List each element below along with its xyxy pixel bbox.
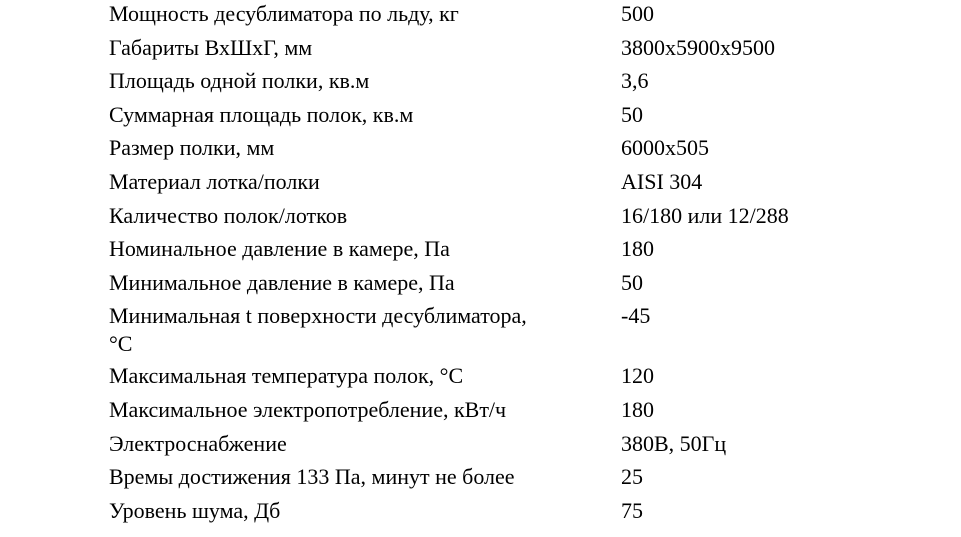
spec-row-max-shelf-temp [109,362,939,390]
spec-value: 25 [621,464,643,490]
spec-value: AISI 304 [621,168,703,194]
spec-label: Уровень шума, Дб [109,497,281,523]
spec-value: 180 [621,236,654,262]
spec-value: -45 [621,303,651,329]
spec-row-nominal-pressure [109,235,939,263]
spec-label: Электроснабжение [109,430,287,456]
spec-row-material [109,168,939,196]
spec-value: 380В, 50Гц [621,430,727,456]
spec-row-min-pressure [109,269,939,297]
spec-value: 3800х5900х9500 [621,34,775,60]
spec-table [109,0,939,530]
spec-value: 3,6 [621,68,649,94]
spec-label: Мощность десублиматора по льду, кг [109,1,459,26]
spec-label: Площадь одной полки, кв.м [109,68,370,94]
spec-label: Номинальное давление в камере, Па [109,236,450,262]
spec-row-max-power [109,396,939,424]
spec-row-dimensions [109,34,939,62]
spec-value: 75 [621,497,643,523]
spec-label: Размер полки, мм [109,135,275,161]
spec-label: Материал лотка/полки [109,168,320,194]
spec-row-power-supply [109,430,939,458]
spec-value: 180 [621,396,654,422]
spec-label: Минимальная t поверхности десублиматора, °С [109,303,527,357]
spec-label: Максимальная температура полок, °С [109,363,464,389]
spec-label: Каличество полок/лотков [109,202,348,228]
spec-value: 50 [621,101,643,127]
spec-row-time-to-pressure [109,463,939,491]
spec-label: Максимальное электропотребление, кВт/ч [109,396,507,422]
spec-value: 16/180 или 12/288 [621,202,789,228]
spec-label: Габариты ВхШхГ, мм [109,34,313,60]
spec-value: 120 [621,363,654,389]
spec-row-total-shelf-area [109,101,939,129]
spec-value: 500 [621,1,654,26]
spec-row-noise-level [109,497,939,525]
spec-label: Минимальное давление в камере, Па [109,269,455,295]
spec-row-min-surface-temp [109,302,939,358]
spec-row-shelf-area [109,67,939,95]
spec-label: Времы достижения 133 Па, минут не более [109,464,515,490]
spec-value: 6000х505 [621,135,709,161]
spec-row-shelf-count [109,202,939,230]
spec-value: 50 [621,269,643,295]
spec-row-shelf-size [109,134,939,162]
spec-label: Суммарная площадь полок, кв.м [109,101,414,127]
spec-row-ice-capacity [109,0,939,28]
